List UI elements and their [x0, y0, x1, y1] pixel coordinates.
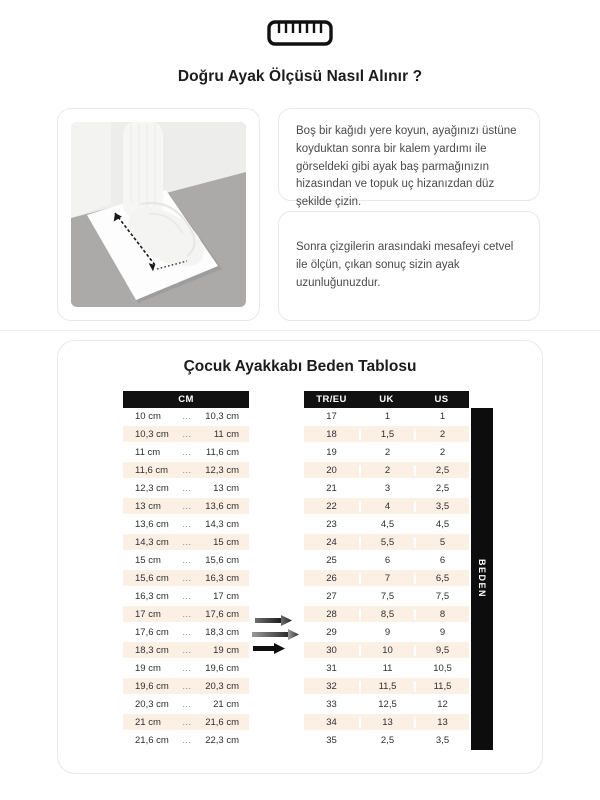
- cm-table-row: [123, 696, 249, 714]
- size-cell: 29: [326, 626, 337, 638]
- cm-cell: ...: [182, 573, 192, 583]
- cm-table-row: [123, 480, 249, 498]
- cm-cell: 15 cm: [135, 554, 161, 566]
- cm-table-header: CM: [123, 391, 249, 408]
- cm-table-body: [123, 408, 249, 750]
- size-cell: 4,5: [359, 519, 414, 530]
- size-table-row: [304, 552, 469, 570]
- cm-cell: 12,3 cm: [205, 464, 239, 476]
- cm-cell: 21,6 cm: [205, 716, 239, 728]
- size-table-header-cell: US: [434, 394, 449, 405]
- beden-side-bar: [471, 408, 493, 750]
- cm-table-row: [123, 714, 249, 732]
- size-cell: 2,5: [359, 735, 414, 746]
- size-tables: [123, 391, 542, 750]
- size-cell: 28: [326, 608, 337, 620]
- size-cell: 3,5: [414, 735, 469, 746]
- cm-cell: 12,3 cm: [135, 482, 169, 494]
- instruction-step-2-text: Sonra çizgilerin arasındaki mesafeyi cetvel ile ölçün, çıkan sonuç sizin ayak uzunluğunuzdur.: [296, 241, 514, 289]
- size-table-header-cell: TR/EU: [316, 394, 347, 405]
- cm-cell: ...: [182, 609, 192, 619]
- cm-cell: ...: [182, 519, 192, 529]
- instruction-step-1: Boş bir kağıdı yere koyun, ayağınızı üstüne koyduktan sonra bir kalem yardımı ile görseldeki gibi ayak baş parmağınızın hizasından ve topuk uç hizanızdan düz şekilde çizin.: [278, 108, 540, 201]
- size-cell: 5,5: [359, 537, 414, 548]
- cm-cell: 16,3 cm: [205, 572, 239, 584]
- cm-cell: 13,6 cm: [205, 500, 239, 512]
- size-cell: 17: [326, 410, 337, 422]
- cm-cell: 10 cm: [135, 410, 161, 422]
- size-cell: 19: [326, 446, 337, 458]
- size-cell: 6: [359, 555, 414, 566]
- size-cell: 9: [414, 627, 469, 638]
- cm-cell: 10,3 cm: [205, 410, 239, 422]
- size-cell: 30: [326, 644, 337, 656]
- size-table-title: Çocuk Ayakkabı Beden Tablosu: [183, 358, 417, 375]
- size-table-row: [304, 732, 469, 750]
- size-table-row: [304, 462, 469, 480]
- size-cell: 31: [326, 662, 337, 674]
- cm-cell: ...: [182, 465, 192, 475]
- size-cell: 2: [414, 447, 469, 458]
- size-cell: 26: [326, 572, 337, 584]
- cm-table-row: [123, 408, 249, 426]
- section-divider: [0, 330, 600, 331]
- size-cell: 10: [359, 645, 414, 656]
- size-table-row: [304, 714, 469, 732]
- cm-table-row: [123, 606, 249, 624]
- cm-cell: 15,6 cm: [205, 554, 239, 566]
- size-cell: 35: [326, 734, 337, 746]
- size-cell: 18: [326, 428, 337, 440]
- size-cell: 21: [326, 482, 337, 494]
- cm-cell: 17,6 cm: [135, 626, 169, 638]
- size-cell: 27: [326, 590, 337, 602]
- cm-table-row: [123, 462, 249, 480]
- cm-table-row: [123, 552, 249, 570]
- cm-cell: 20,3 cm: [135, 698, 169, 710]
- size-cell: 2: [414, 429, 469, 440]
- size-cell: 5: [414, 537, 469, 548]
- instruction-texts: [278, 108, 540, 321]
- size-table-row: [304, 660, 469, 678]
- instruction-step-2: [278, 211, 540, 321]
- cm-cell: 21 cm: [135, 716, 161, 728]
- size-cell: 20: [326, 464, 337, 476]
- size-cell: 23: [326, 518, 337, 530]
- cm-cell: 14,3 cm: [205, 518, 239, 530]
- instructions-section: [57, 108, 540, 321]
- size-cell: 1,5: [359, 429, 414, 440]
- size-table-row: [304, 498, 469, 516]
- size-table-row: [304, 480, 469, 498]
- cm-cell: ...: [182, 411, 192, 421]
- cm-cell: 17,6 cm: [205, 608, 239, 620]
- size-cell: 10,5: [414, 663, 469, 674]
- cm-cell: 21,6 cm: [135, 734, 169, 746]
- size-cell: 25: [326, 554, 337, 566]
- size-cell: 8: [414, 609, 469, 620]
- cm-cell: 13 cm: [213, 482, 239, 494]
- size-cell: 32: [326, 680, 337, 692]
- cm-cell: 11 cm: [213, 428, 239, 440]
- size-cell: 1: [414, 411, 469, 422]
- cm-table-row: [123, 642, 249, 660]
- cm-cell: 18,3 cm: [135, 644, 169, 656]
- cm-cell: 19,6 cm: [135, 680, 169, 692]
- size-table-row: [304, 606, 469, 624]
- cm-cell: 17 cm: [135, 608, 161, 620]
- cm-cell: 19 cm: [135, 662, 161, 674]
- cm-table-row: [123, 426, 249, 444]
- cm-table-row: [123, 588, 249, 606]
- cm-cell: ...: [182, 699, 192, 709]
- cm-table-row: [123, 732, 249, 750]
- cm-cell: 11,6 cm: [205, 446, 239, 458]
- cm-cell: 19 cm: [213, 644, 239, 656]
- cm-cell: 11 cm: [135, 446, 161, 458]
- cm-table-row: [123, 498, 249, 516]
- size-cell: 9: [359, 627, 414, 638]
- cm-cell: ...: [182, 717, 192, 727]
- size-cell: 1: [359, 411, 414, 422]
- cm-cell: 13 cm: [135, 500, 161, 512]
- size-table-header-cell: UK: [379, 394, 394, 405]
- cm-cell: ...: [182, 555, 192, 565]
- cm-table-row: [123, 624, 249, 642]
- cm-cell: ...: [182, 627, 192, 637]
- cm-table: [123, 391, 249, 750]
- size-cell: 11: [359, 663, 414, 674]
- size-table-card: [57, 340, 543, 774]
- size-cell: 11,5: [359, 681, 414, 692]
- size-table-row: [304, 570, 469, 588]
- size-cell: 12,5: [359, 699, 414, 710]
- cm-table-row: [123, 516, 249, 534]
- cm-cell: ...: [182, 591, 192, 601]
- size-cell: 2: [359, 447, 414, 458]
- cm-cell: 17 cm: [213, 590, 239, 602]
- cm-cell: 19,6 cm: [205, 662, 239, 674]
- size-cell: 3,5: [414, 501, 469, 512]
- cm-cell: ...: [182, 447, 192, 457]
- size-table-row: [304, 408, 469, 426]
- size-table-row: [304, 624, 469, 642]
- size-cell: 12: [414, 699, 469, 710]
- cm-cell: ...: [182, 681, 192, 691]
- size-conversion-table: [304, 391, 469, 750]
- size-cell: 7: [359, 573, 414, 584]
- cm-cell: ...: [182, 483, 192, 493]
- size-table-row: [304, 678, 469, 696]
- size-cell: 6,5: [414, 573, 469, 584]
- cm-cell: 21 cm: [213, 698, 239, 710]
- size-table-row: [304, 444, 469, 462]
- size-cell: 2,5: [414, 465, 469, 476]
- foot-measurement-photo: [57, 108, 260, 321]
- cm-table-row: [123, 444, 249, 462]
- cm-cell: 20,3 cm: [205, 680, 239, 692]
- size-cell: 34: [326, 716, 337, 728]
- cm-cell: 15 cm: [213, 536, 239, 548]
- cm-cell: 13,6 cm: [135, 518, 169, 530]
- cm-cell: 18,3 cm: [205, 626, 239, 638]
- cm-cell: 14,3 cm: [135, 536, 169, 548]
- beden-label: BEDEN: [477, 559, 487, 599]
- cm-cell: ...: [182, 663, 192, 673]
- size-cell: 2: [359, 465, 414, 476]
- size-table-row: [304, 534, 469, 552]
- cm-cell: 22,3 cm: [205, 734, 239, 746]
- size-table-headers: [304, 391, 469, 408]
- size-cell: 33: [326, 698, 337, 710]
- size-cell: 7,5: [414, 591, 469, 602]
- cm-cell: ...: [182, 501, 192, 511]
- size-table-row: [304, 426, 469, 444]
- size-cell: 11,5: [414, 681, 469, 692]
- size-cell: 4,5: [414, 519, 469, 530]
- cm-cell: ...: [182, 735, 192, 745]
- size-table-row: [304, 516, 469, 534]
- size-cell: 3: [359, 483, 414, 494]
- page-title: Doğru Ayak Ölçüsü Nasıl Alınır ?: [177, 68, 423, 85]
- cm-table-row: [123, 570, 249, 588]
- size-table-row: [304, 588, 469, 606]
- cm-cell: 16,3 cm: [135, 590, 169, 602]
- cm-table-row: [123, 678, 249, 696]
- size-cell: 2,5: [414, 483, 469, 494]
- size-cell: 6: [414, 555, 469, 566]
- size-table-row: [304, 642, 469, 660]
- cm-cell: 10,3 cm: [135, 428, 169, 440]
- size-cell: 13: [359, 717, 414, 728]
- size-cell: 7,5: [359, 591, 414, 602]
- size-cell: 13: [414, 717, 469, 728]
- cm-cell: ...: [182, 537, 192, 547]
- cm-cell: ...: [182, 429, 192, 439]
- conversion-arrows-icon: [249, 391, 304, 750]
- size-cell: 4: [359, 501, 414, 512]
- size-table-row: [304, 696, 469, 714]
- cm-cell: 11,6 cm: [135, 464, 169, 476]
- size-cell: 22: [326, 500, 337, 512]
- size-cell: 8,5: [359, 609, 414, 620]
- cm-table-row: [123, 534, 249, 552]
- ruler-icon: [0, 0, 600, 46]
- cm-cell: ...: [182, 645, 192, 655]
- size-table-body: [304, 408, 469, 750]
- size-cell: 9,5: [414, 645, 469, 656]
- cm-cell: 15,6 cm: [135, 572, 169, 584]
- cm-table-row: [123, 660, 249, 678]
- size-cell: 24: [326, 536, 337, 548]
